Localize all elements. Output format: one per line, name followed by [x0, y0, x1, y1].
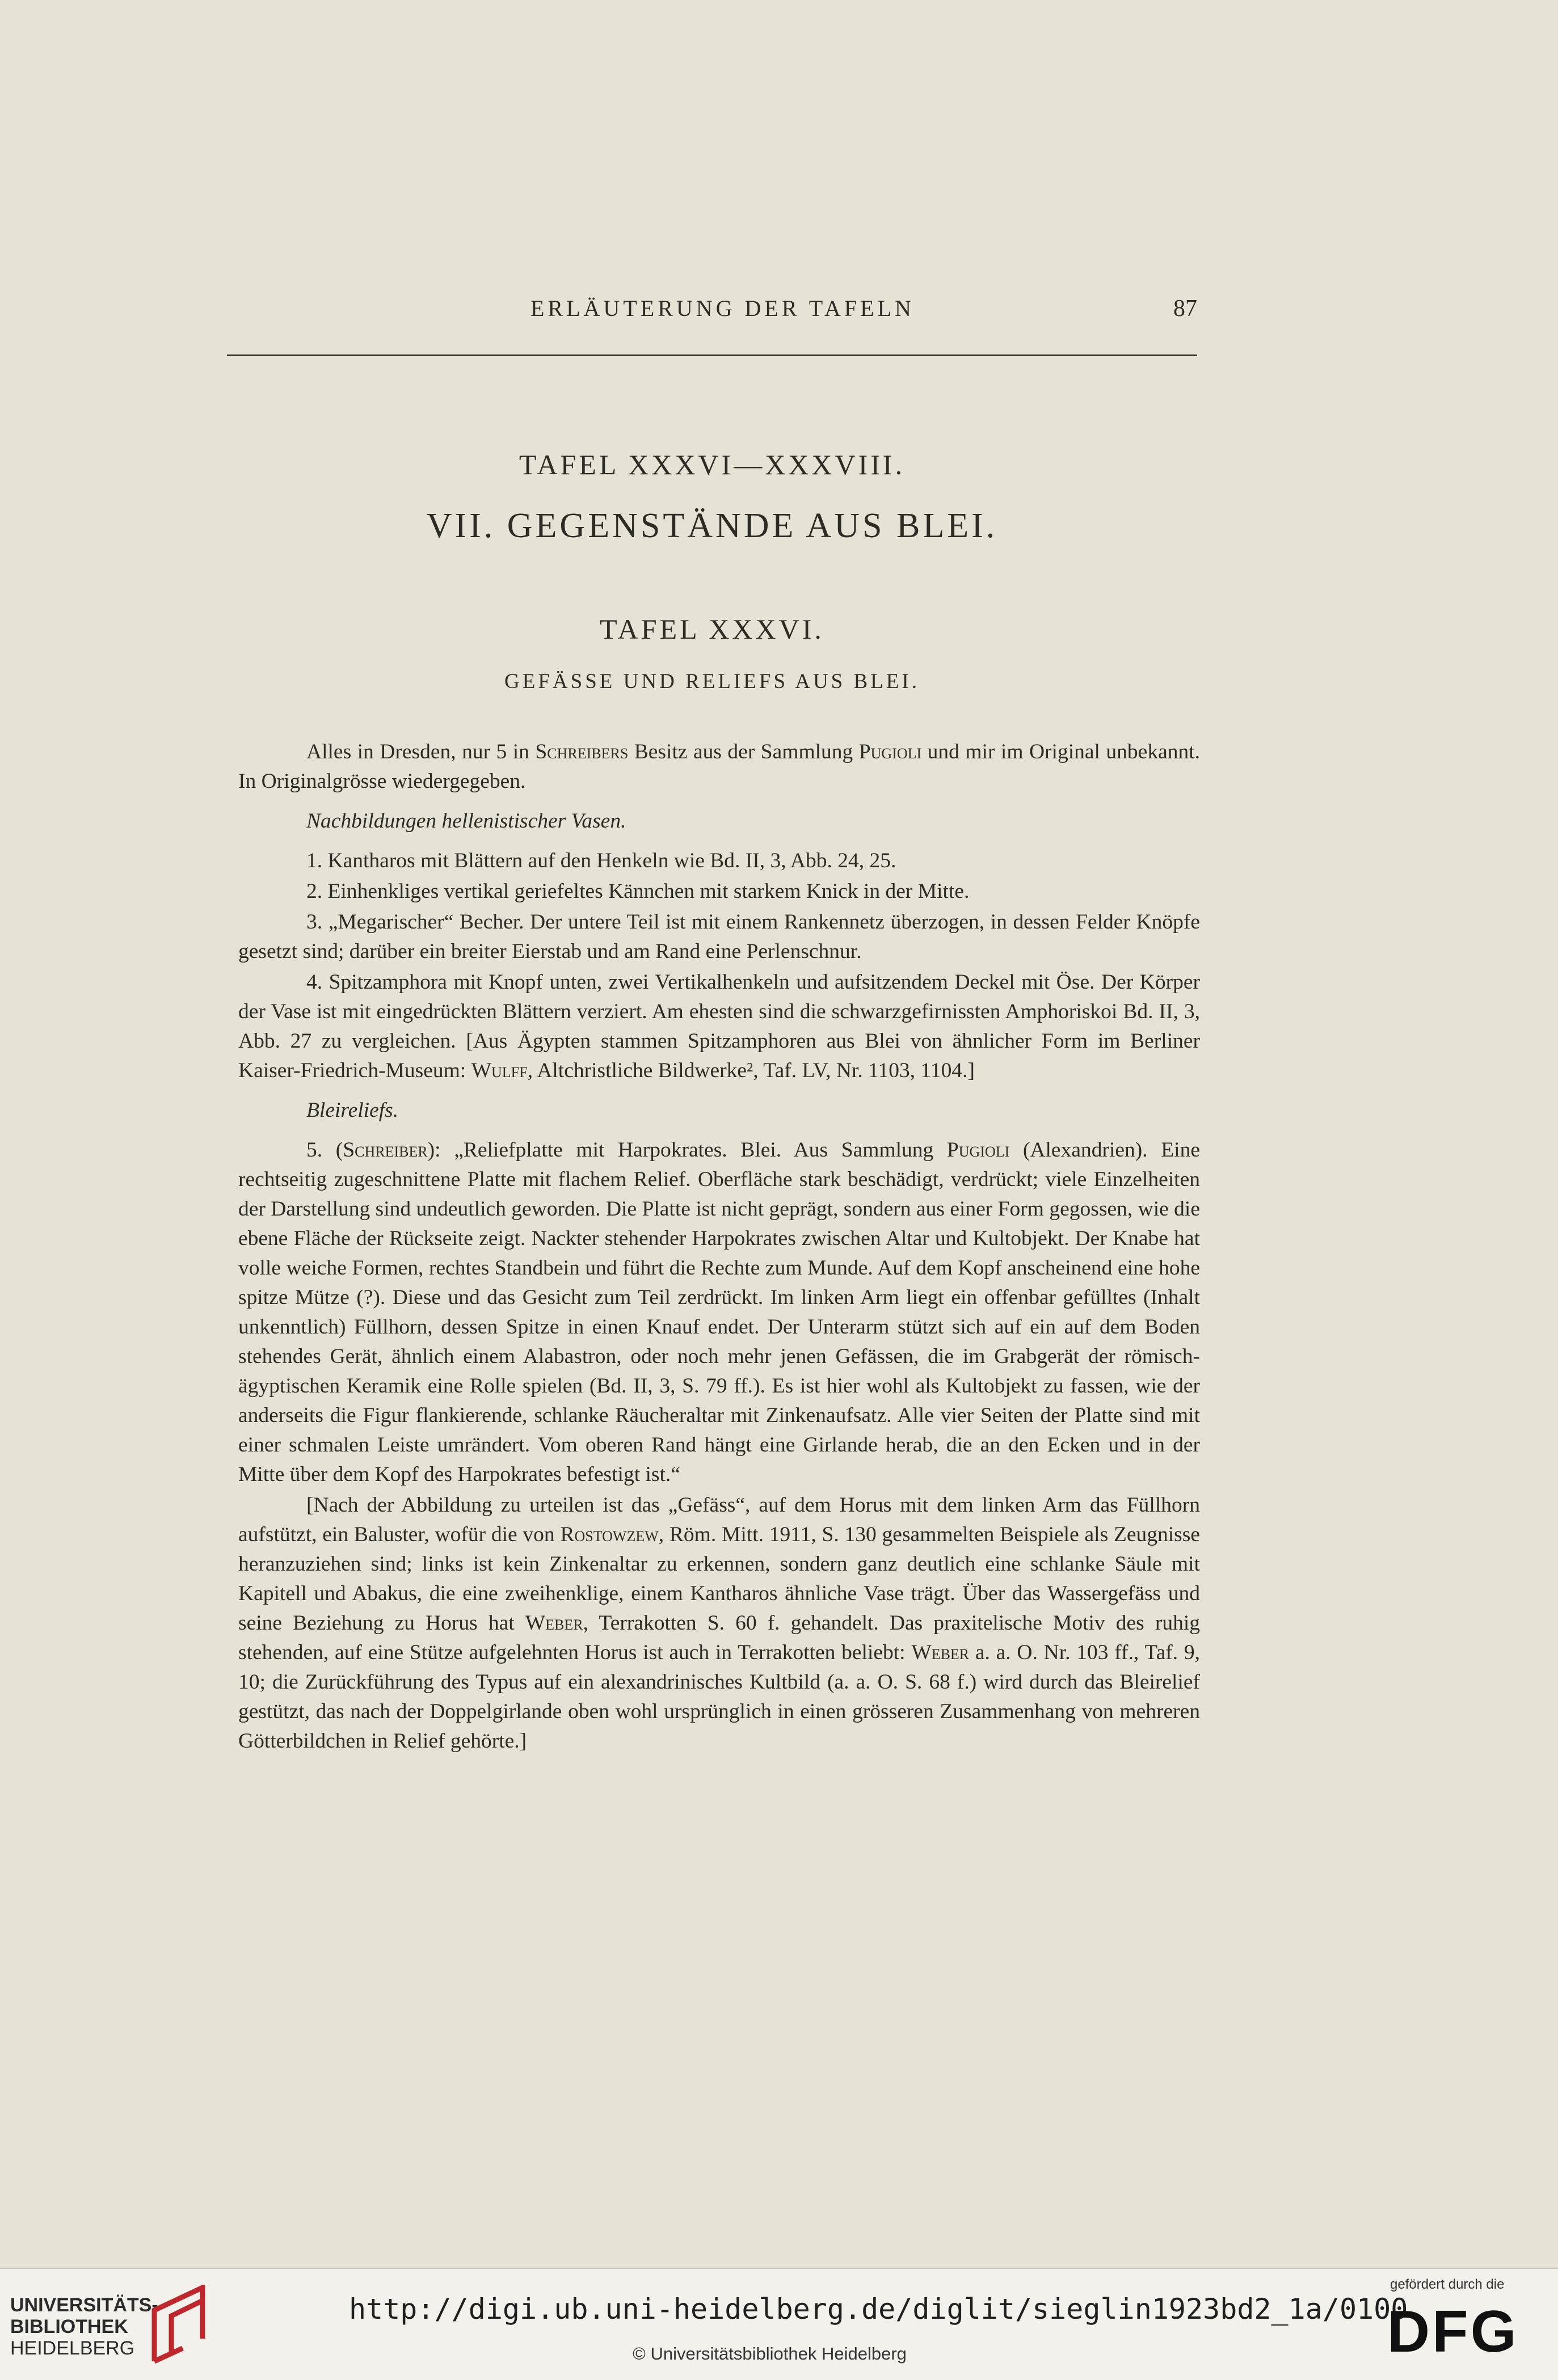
note-paragraph: [Nach der Abbildung zu urteilen ist das „Gefäss“, auf dem Horus mit dem linken Arm das Füllhorn aufstützt, ein Baluster, wofür die von Rostowzew, Röm. Mitt. 1911, S. 130 gesammelten Beispiele als Zeugnisse heranzuziehen sind; links ist kein Zinkenaltar zu erkennen, sondern ganz deutlich eine schlanke Säule mit Kapitell und Abakus, die eine zweihenklige, einem Kantharos ähnliche Vase trägt. Über das Wassergefäss und seine Beziehung zu Horus hat Weber, Terrakotten S. 60 f. gehandelt. Das praxitelische Motiv des ruhig stehenden, auf eine Stütze aufgelehnten Horus ist auch in Terrakotten beliebt: Weber a. a. O. Nr. 103 ff., Taf. 9, 10; die Zurückführung des Typus auf ein alexandrinisches Kultbild (a. a. O. S. 68 f.) wird durch das Bleirelief gestützt, das nach der Doppelgirlande oben wohl ursprünglich in einen grösseren Zusammenhang von mehreren Götterbildchen in Relief gehörte.]	[238, 1493, 1200, 1753]
subtitle-heading: GEFÄSSE UND RELIEFS AUS BLEI.	[504, 670, 920, 693]
copyright-notice: © Universitätsbibliothek Heidelberg	[633, 2344, 907, 2364]
list-item: 5. (Schreiber): „Reliefplatte mit Harpokrates. Blei. Aus Sammlung Pugioli (Alexandrien). Eine rechtseitig zugeschnittene Platte mit flachem Relief. Oberfläche stark beschädigt, verdrückt; viele Einzelheiten der Darstellung sind undeutlich geworden. Die Platte ist nicht geprägt, sondern aus einer Form gegossen, wie die ebene Fläche der Rückseite zeigt. Nackter stehender Harpokrates zwischen Altar und Kultobjekt. Der Knabe hat volle weiche Formen, rechtes Standbein und führt die Rechte zum Munde. Auf dem Kopf anscheinend eine hohe spitze Mütze (?). Diese und das Gesicht zum Teil zerdrückt. Im linken Arm liegt ein offenbar gefülltes (Inhalt unkenntlich) Füllhorn, dessen Spitze in einen Knauf endet. Der Unterarm stützt sich auf ein auf dem Boden stehendes Gerät, ähnlich einem Alabastron, oder noch mehr jenen Gefässen, die im Grabgerät der römisch-ägyptischen Keramik eine Rolle spielen (Bd. II, 3, S. 79 ff.). Es ist hier wohl als Kultobjekt zu fassen, wie der anderseits die Figur flankierende, schlanke Räucheraltar mit Zinkenaufsatz. Alle vier Seiten der Platte sind mit einer schmalen Leiste umrändert. Vom oberen Rand hängt eine Girlande herab, die an den Ecken und in der Mitte über dem Kopf des Harpokrates befestigt ist.“	[238, 1138, 1200, 1486]
dfg-logo[interactable]: DFG	[1387, 2299, 1519, 2365]
page-number: 87	[1173, 296, 1197, 322]
funded-by-label: gefördert durch die	[1390, 2277, 1505, 2292]
body-text	[238, 737, 1200, 1757]
list-item: 2. Einhenkliges vertikal geriefeltes Kännchen mit starkem Knick in der Mitte.	[306, 880, 970, 903]
chapter-heading: VII. GEGENSTÄNDE AUS BLEI.	[426, 507, 998, 545]
library-emblem-icon	[149, 2285, 217, 2364]
list-item: 3. „Megarischer“ Becher. Der untere Teil ist mit einem Rankennetz überzogen, in dessen Felder Knöpfe gesetzt sind; darüber ein breiter Eierstab und am Rand eine Perlenschnur.	[238, 910, 1200, 963]
header-rule	[227, 355, 1197, 356]
intro-paragraph: Alles in Dresden, nur 5 in Schreibers Besitz aus der Sammlung Pugioli und mir im Original unbekannt. In Originalgrösse wiedergegeben.	[238, 740, 1201, 793]
footer-bar	[0, 2268, 1558, 2380]
tafel-heading: TAFEL XXXVI.	[600, 613, 824, 645]
tafel-range-heading: TAFEL XXXVI—XXXVIII.	[519, 449, 906, 480]
section-heading-vasen: Nachbildungen hellenistischer Vasen.	[306, 809, 626, 833]
running-head	[227, 295, 1197, 322]
list-item: 1. Kantharos mit Blättern auf den Henkeln wie Bd. II, 3, Abb. 24, 25.	[306, 849, 896, 872]
section-heading-bleireliefs: Bleireliefs.	[306, 1099, 399, 1122]
list-item: 4. Spitzamphora mit Knopf unten, zwei Vertikalhenkeln und aufsitzendem Deckel mit Öse. Der Körper der Vase ist mit eingedrückten Blättern verziert. Am ehesten sind die schwarzgefirnissten Amphoriskoi Bd. II, 3, Abb. 27 zu vergleichen. [Aus Ägypten stammen Spitzamphoren aus Blei von ähnlicher Form im Berliner Kaiser-Friedrich-Museum: Wulff, Altchristliche Bildwerke², Taf. LV, Nr. 1103, 1104.]	[238, 970, 1200, 1082]
running-head-title: ERLÄUTERUNG DER TAFELN	[530, 296, 915, 321]
ub-heidelberg-logo[interactable]: UNIVERSITÄTS- BIBLIOTHEK HEIDELBERG	[10, 2294, 158, 2359]
digital-copy-url-link[interactable]: http://digi.ub.uni-heidelberg.de/diglit/sieglin1923bd2_1a/0100	[349, 2293, 1408, 2326]
